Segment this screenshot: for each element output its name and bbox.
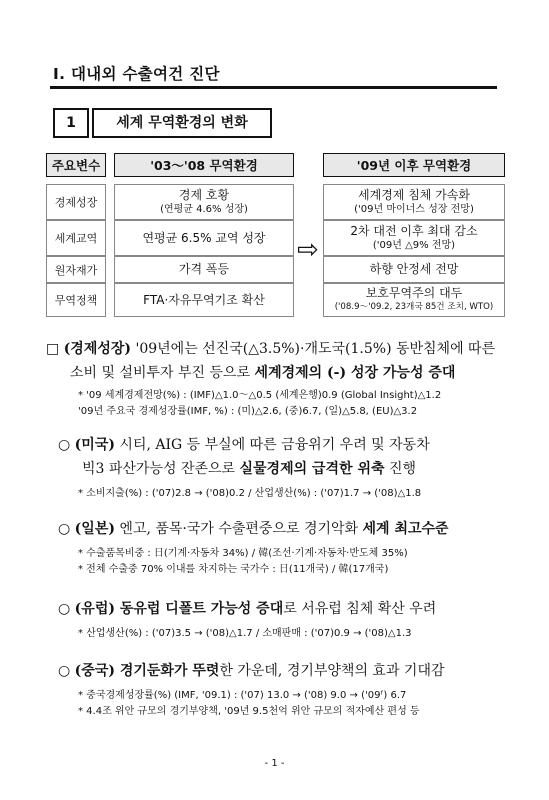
row-label-growth [46,184,106,220]
bullet-growth-line2 [70,362,455,384]
section-title: 세계 무역환경의 변화 [92,108,272,138]
table-header-prev: '03～'08 무역환경 [114,153,294,177]
prev-cell-commodity [114,256,294,283]
bullet-tag: (유럽) [74,601,115,617]
bullet-emphasis: 세계 최고수준 [362,521,449,537]
bullet-text: 시티, AIG 등 부실에 따른 금융위기 우려 및 자동차 [114,437,430,453]
prev-main-text: 가격 폭등 [178,262,230,276]
bullet-china-line1 [58,660,445,682]
bullet-text: 진행 [384,461,416,477]
note-china-stimulus: * 4.4조 위안 규모의 경기부양책, '09년 9.5천억 위안 규모의 적자예산 편성 등 [78,706,420,717]
table-header-next: '09년 이후 무역환경 [323,153,505,177]
next-main-text: 보호무역주의 대두 [365,286,463,300]
chapter-heading: Ⅰ. 대내외 수출여건 진단 [53,65,220,83]
row-label-text: 경제성장 [54,196,98,209]
table-header-variable: 주요변수 [46,153,106,177]
next-main-text: 하향 안정세 전망 [369,262,459,276]
prev-cell-trade [114,220,294,256]
note-country-growth: '09년 주요국 경제성장률(IMF, %) : (미)△2.6, (중)6.7, (일)△5.8, (EU)△3.2 [78,406,418,417]
bullet-text: '09년에는 선진국(△3.5%)·개도국(1.5%) 동반침체에 따른 [131,341,496,357]
circle-bullet-icon: ○ [58,521,71,537]
bullet-text: 빅3 파산가능성 잔존으로 [82,461,240,477]
bullet-emphasis: 경기둔화가 뚜렷 [114,663,220,679]
heading-underline [50,86,497,89]
bullet-japan-line1 [58,518,449,540]
prev-cell-policy [114,283,294,317]
bullet-growth-line1 [46,338,495,360]
prev-main-text: 경제 호황 [178,188,230,202]
note-china-growth: * 중국경제성장률(%) (IMF, '09.1) : ('07) 13.0 → ('08) 9.0 → ('09ᶠ) 6.7 [78,690,407,701]
next-cell-trade [323,220,505,256]
next-cell-policy [323,283,505,317]
circle-bullet-icon: ○ [58,437,71,453]
next-sub-text: ('09년 △9% 전망) [372,240,456,251]
prev-sub-text: (연평균 4.6% 성장) [160,204,248,215]
bullet-emphasis: 세계경제의 (-) 성장 가능성 증대 [254,365,456,381]
note-japan-countries: * 전체 수출중 70% 이내를 차지하는 국가수 : 日(11개국) / 韓(17개국) [78,564,389,575]
arrow-right-icon: ⇨ [297,235,319,265]
bullet-emphasis: 실물경제의 급격한 위축 [239,461,385,477]
bullet-text: 로 서유럽 침체 확산 우려 [283,601,437,617]
bullet-us-line1 [58,434,430,456]
section-number: 1 [53,108,89,138]
square-bullet-icon: □ [46,341,60,357]
bullet-text: 소비 및 설비투자 부진 등으로 [70,365,255,381]
row-label-text: 무역정책 [54,294,98,307]
row-label-policy [46,283,106,317]
circle-bullet-icon: ○ [58,601,71,617]
note-europe-stats: * 산업생산(%) : ('07)3.5 → ('08)△1.7 / 소매판매 : ('07)0.9 → ('08)△1.3 [78,628,412,639]
next-main-text: 세계경제 침체 가속화 [358,188,470,202]
next-sub-text: ('09년 마이너스 성장 전망) [354,204,474,215]
circle-bullet-icon: ○ [58,663,71,679]
bullet-emphasis: 동유럽 디폴트 가능성 증대 [114,601,284,617]
next-sub-text: ('08.9～'09.2, 23개국 85건 조치, WTO) [334,302,494,312]
next-cell-commodity [323,256,505,283]
bullet-text: 엔고, 품목·국가 수출편중으로 경기악화 [114,521,363,537]
bullet-tag: (미국) [74,437,115,453]
bullet-tag: (중국) [74,663,115,679]
bullet-tag: (일본) [74,521,115,537]
page-number: - 1 - [264,758,285,769]
note-us-stats: * 소비지출(%) : ('07)2.8 → ('08)0.2 / 산업생산(%) : ('07)1.7 → ('08)△1.8 [78,488,422,499]
next-main-text: 2차 대전 이후 최대 감소 [350,224,478,238]
next-cell-growth [323,184,505,220]
prev-main-text: 연평균 6.5% 교역 성장 [142,230,266,245]
bullet-us-line2 [82,458,416,480]
bullet-europe-line1 [58,598,436,620]
row-label-commodity [46,256,106,283]
bullet-tag: (경제성장) [63,341,132,357]
prev-cell-growth [114,184,294,220]
row-label-trade [46,220,106,256]
row-label-text: 세계교역 [54,232,98,245]
note-forecast: * '09 세계경제전망(%) : (IMF)△1.0～△0.5 (세계은행)0.9 (Global Insight)△1.2 [78,390,442,401]
row-label-text: 원자재가 [54,263,98,277]
bullet-text: 한 가운데, 경기부양책의 효과 기대감 [219,663,445,679]
prev-main-text: FTA·자유무역기조 확산 [143,292,265,307]
note-japan-export-share: * 수출품목비중 : 日(기계·자동차 34%) / 韓(조선·기계·자동차·반도체 35%) [78,548,408,559]
